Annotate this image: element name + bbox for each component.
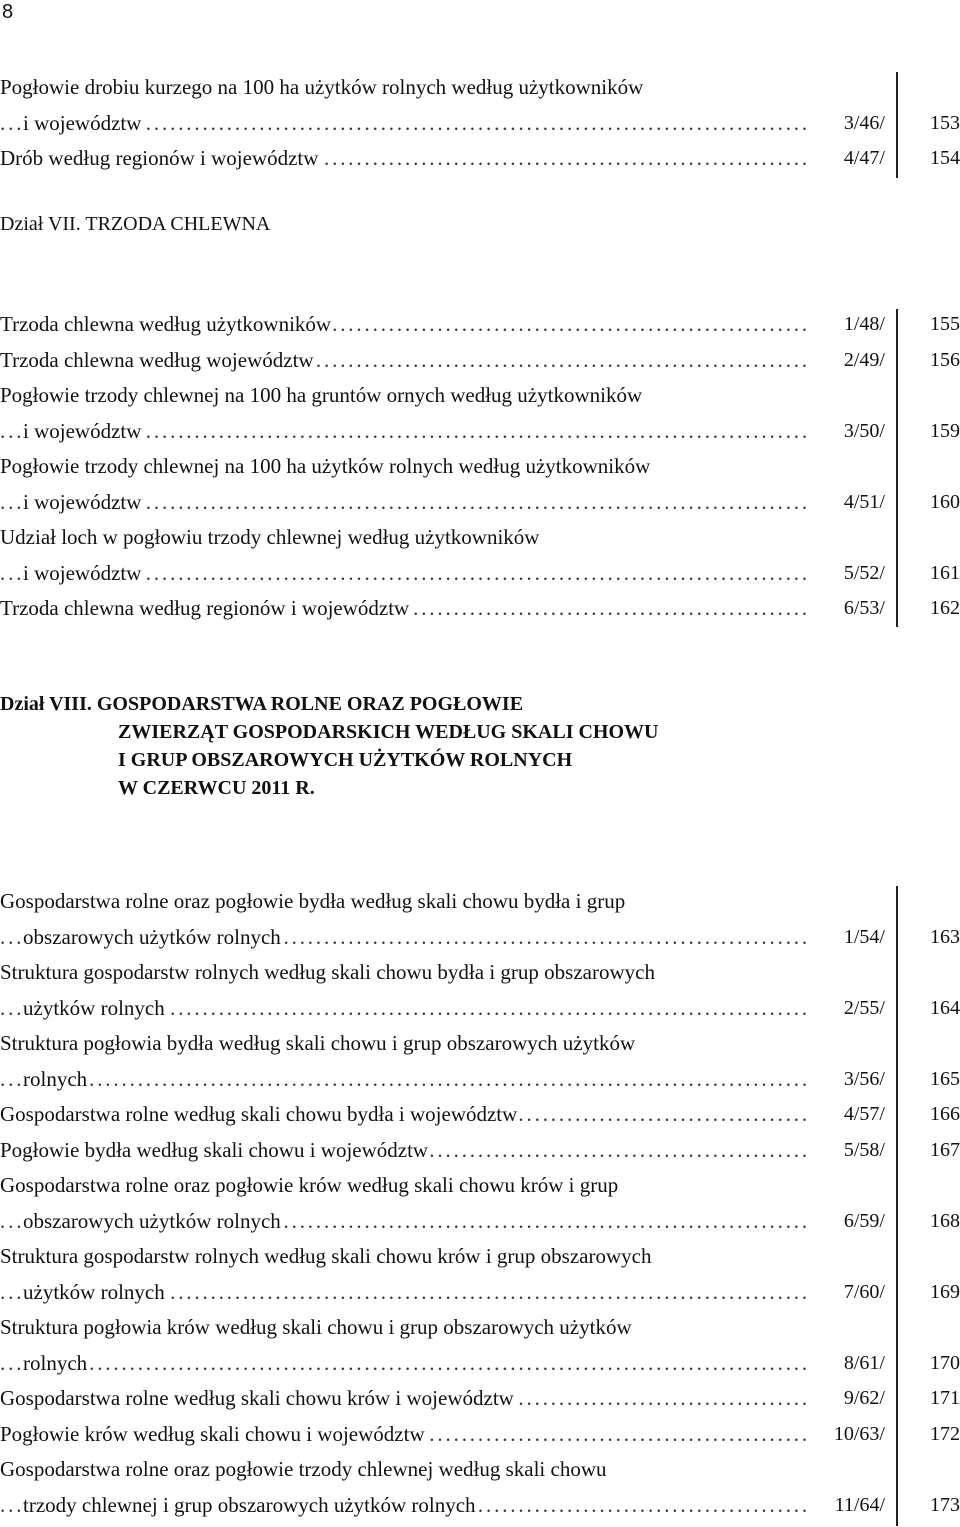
toc-entry-line <box>0 1168 960 1204</box>
table-number: 11/64/ <box>834 1493 885 1516</box>
toc-entry-line <box>0 1310 960 1346</box>
toc-entry-title: obszarowych użytków rolnych <box>23 924 281 949</box>
toc-entry-line <box>0 1026 960 1062</box>
toc-entry-line <box>0 1097 960 1133</box>
toc-entry-line <box>0 343 960 379</box>
toc-section-b-list <box>0 307 960 627</box>
page-ref: 153 <box>930 111 960 134</box>
toc-entry-title: Struktura pogłowia bydła według skali chowu i grup obszarowych użytków <box>0 1031 636 1055</box>
toc-entry-line <box>0 520 960 556</box>
toc-entry[interactable] <box>0 591 960 627</box>
toc-entry-title: użytków rolnych <box>23 995 165 1020</box>
page-number: 8 <box>2 1 14 23</box>
table-number: 4/51/ <box>843 490 885 513</box>
toc-entry-title: Gospodarstwa rolne według skali chowu bydła i województw <box>0 1102 518 1126</box>
page-ref: 164 <box>930 996 960 1019</box>
table-number: 6/59/ <box>843 1209 885 1232</box>
toc-entry-line <box>0 414 960 450</box>
toc-entry[interactable] <box>0 1452 960 1523</box>
toc-entry-line <box>0 591 960 627</box>
toc-section-b <box>0 210 960 238</box>
table-number: 5/58/ <box>843 1138 885 1161</box>
toc-entry-line <box>0 1488 960 1524</box>
page-ref: 170 <box>930 1351 960 1374</box>
dot-leader <box>0 1346 808 1382</box>
toc-entry-line <box>0 1417 960 1453</box>
table-number: 7/60/ <box>843 1280 885 1303</box>
page-ref: 159 <box>930 419 960 442</box>
toc-entry-title: Gospodarstwa rolne oraz pogłowie krów według skali chowu krów i grup <box>0 1173 619 1197</box>
toc-entry-title: rolnych <box>23 1066 88 1091</box>
toc-entry[interactable] <box>0 1133 960 1169</box>
toc-entry-title: użytków rolnych <box>23 1279 165 1304</box>
toc-entry-line <box>0 991 960 1027</box>
toc-entry-line <box>0 485 960 521</box>
page-ref: 166 <box>930 1103 960 1125</box>
toc-entry-title: i województw <box>23 489 142 514</box>
toc-entry[interactable] <box>0 1026 960 1097</box>
toc-entry-title: i województw <box>23 110 142 135</box>
section-heading: Dział VII. TRZODA CHLEWNA <box>0 213 271 235</box>
toc-entry-title: Pogłowie trzody chlewnej na 100 ha gruntów ornych według użytkowników <box>0 383 643 407</box>
page-ref: 168 <box>930 1209 960 1232</box>
toc-entry[interactable] <box>0 141 960 177</box>
page-ref: 165 <box>930 1067 960 1090</box>
toc-entry-title: Struktura gospodarstw rolnych według skali chowu krów i grup obszarowych <box>0 1244 652 1268</box>
toc-entry-title: obszarowych użytków rolnych <box>23 1208 281 1233</box>
toc-entry-line <box>0 884 960 920</box>
table-number: 5/52/ <box>843 561 885 584</box>
table-number: 3/56/ <box>843 1067 885 1090</box>
page-ref: 172 <box>930 1422 960 1445</box>
toc-entry[interactable] <box>0 520 960 591</box>
toc-list <box>0 884 960 1523</box>
page-ref: 162 <box>930 597 960 619</box>
page-ref: 163 <box>930 925 960 948</box>
toc-entry[interactable] <box>0 378 960 449</box>
toc-entry-line <box>0 1275 960 1311</box>
page-ref: 154 <box>930 147 960 169</box>
toc-entry-title: i województw <box>23 418 142 443</box>
page-ref: 160 <box>930 490 960 513</box>
page-ref: 167 <box>930 1138 960 1161</box>
table-number: 4/47/ <box>843 147 885 169</box>
page-ref: 156 <box>930 348 960 371</box>
toc-entry-line <box>0 1204 960 1240</box>
heading-line: W CZERWCU 2011 R. <box>118 777 315 799</box>
toc-entry-title: Gospodarstwa rolne według skali chowu krów i województw <box>0 1386 514 1410</box>
toc-entry-title: rolnych <box>23 1350 88 1375</box>
dot-leader <box>0 1062 808 1098</box>
toc-entry-title: Trzoda chlewna według regionów i województw <box>0 596 410 620</box>
toc-entry-title: Trzoda chlewna według użytkowników <box>0 312 332 336</box>
toc-entry-line <box>0 556 960 592</box>
toc-entry[interactable] <box>0 955 960 1026</box>
page-ref: 161 <box>930 561 960 584</box>
table-number: 4/57/ <box>843 1103 885 1125</box>
toc-entry-title: Pogłowie drobiu kurzego na 100 ha użytków rolnych według użytkowników <box>0 75 644 99</box>
toc-entry-title: Struktura pogłowia krów według skali chowu i grup obszarowych użytków <box>0 1315 632 1339</box>
toc-entry[interactable] <box>0 1097 960 1133</box>
toc-entry-title: Gospodarstwa rolne oraz pogłowie bydła według skali chowu bydła i grup <box>0 889 626 913</box>
toc-entry[interactable] <box>0 884 960 955</box>
toc-entry-title: Drób według regionów i województw <box>0 146 319 170</box>
toc-entry-line <box>0 1062 960 1098</box>
table-number: 1/54/ <box>843 925 885 948</box>
section-heading <box>0 690 960 802</box>
toc-section-c <box>0 690 960 802</box>
toc-entry[interactable] <box>0 1417 960 1453</box>
table-number: 8/61/ <box>843 1351 885 1374</box>
table-number: 6/53/ <box>843 597 885 619</box>
toc-entry-title: Struktura gospodarstw rolnych według skali chowu bydła i grup obszarowych <box>0 960 655 984</box>
toc-entry-title: Pogłowie bydła według skali chowu i województw <box>0 1137 429 1162</box>
toc-entry-title: trzody chlewnej i grup obszarowych użytków rolnych <box>23 1492 476 1517</box>
page-ref: 171 <box>930 1387 960 1409</box>
toc-entry[interactable] <box>0 1381 960 1417</box>
toc-entry-line <box>0 1346 960 1382</box>
page-ref: 173 <box>930 1493 960 1516</box>
page-ref: 169 <box>930 1280 960 1303</box>
toc-entry-line <box>0 920 960 956</box>
heading-line: I GRUP OBSZAROWYCH UŻYTKÓW ROLNYCH <box>118 749 573 771</box>
toc-entry-title: Pogłowie krów według skali chowu i województw <box>0 1421 425 1446</box>
page-ref: 155 <box>930 313 960 335</box>
table-number: 2/55/ <box>843 996 885 1019</box>
toc-list <box>0 307 960 627</box>
heading-line: ZWIERZĄT GOSPODARSKICH WEDŁUG SKALI CHOWU <box>118 721 659 743</box>
toc-entry[interactable] <box>0 70 960 141</box>
toc-entry-line <box>0 106 960 142</box>
heading-line: Dział VIII. GOSPODARSTWA ROLNE ORAZ POGŁOWIE <box>0 693 524 715</box>
toc-entry-line <box>0 307 960 343</box>
toc-entry-line <box>0 378 960 414</box>
toc-entry-line <box>0 955 960 991</box>
toc-entry[interactable] <box>0 343 960 379</box>
toc-entry[interactable] <box>0 1239 960 1310</box>
toc-entry[interactable] <box>0 307 960 343</box>
table-number: 9/62/ <box>843 1387 885 1409</box>
table-number: 1/48/ <box>843 313 885 335</box>
toc-list <box>0 70 960 177</box>
table-number: 2/49/ <box>843 348 885 371</box>
toc-entry[interactable] <box>0 1168 960 1239</box>
toc-section-c-list <box>0 884 960 1523</box>
toc-entry-line <box>0 1381 960 1417</box>
toc-entry[interactable] <box>0 1310 960 1381</box>
toc-entry-line <box>0 70 960 106</box>
toc-entry-title: Gospodarstwa rolne oraz pogłowie trzody chlewnej według skali chowu <box>0 1457 607 1481</box>
table-number: 3/46/ <box>843 111 885 134</box>
toc-entry-title: Udział loch w pogłowiu trzody chlewnej według użytkowników <box>0 525 540 549</box>
toc-section-a <box>0 70 960 177</box>
toc-entry-title: i województw <box>23 560 142 585</box>
toc-entry-title: Pogłowie trzody chlewnej na 100 ha użytków rolnych według użytkowników <box>0 454 651 478</box>
toc-entry-title: Trzoda chlewna według województw <box>0 347 314 372</box>
toc-entry-line <box>0 1133 960 1169</box>
table-number: 10/63/ <box>833 1422 885 1445</box>
toc-entry-line <box>0 1452 960 1488</box>
table-number: 3/50/ <box>843 419 885 442</box>
toc-entry-line <box>0 141 960 177</box>
toc-entry[interactable] <box>0 449 960 520</box>
toc-entry-line <box>0 449 960 485</box>
toc-entry-line <box>0 1239 960 1275</box>
